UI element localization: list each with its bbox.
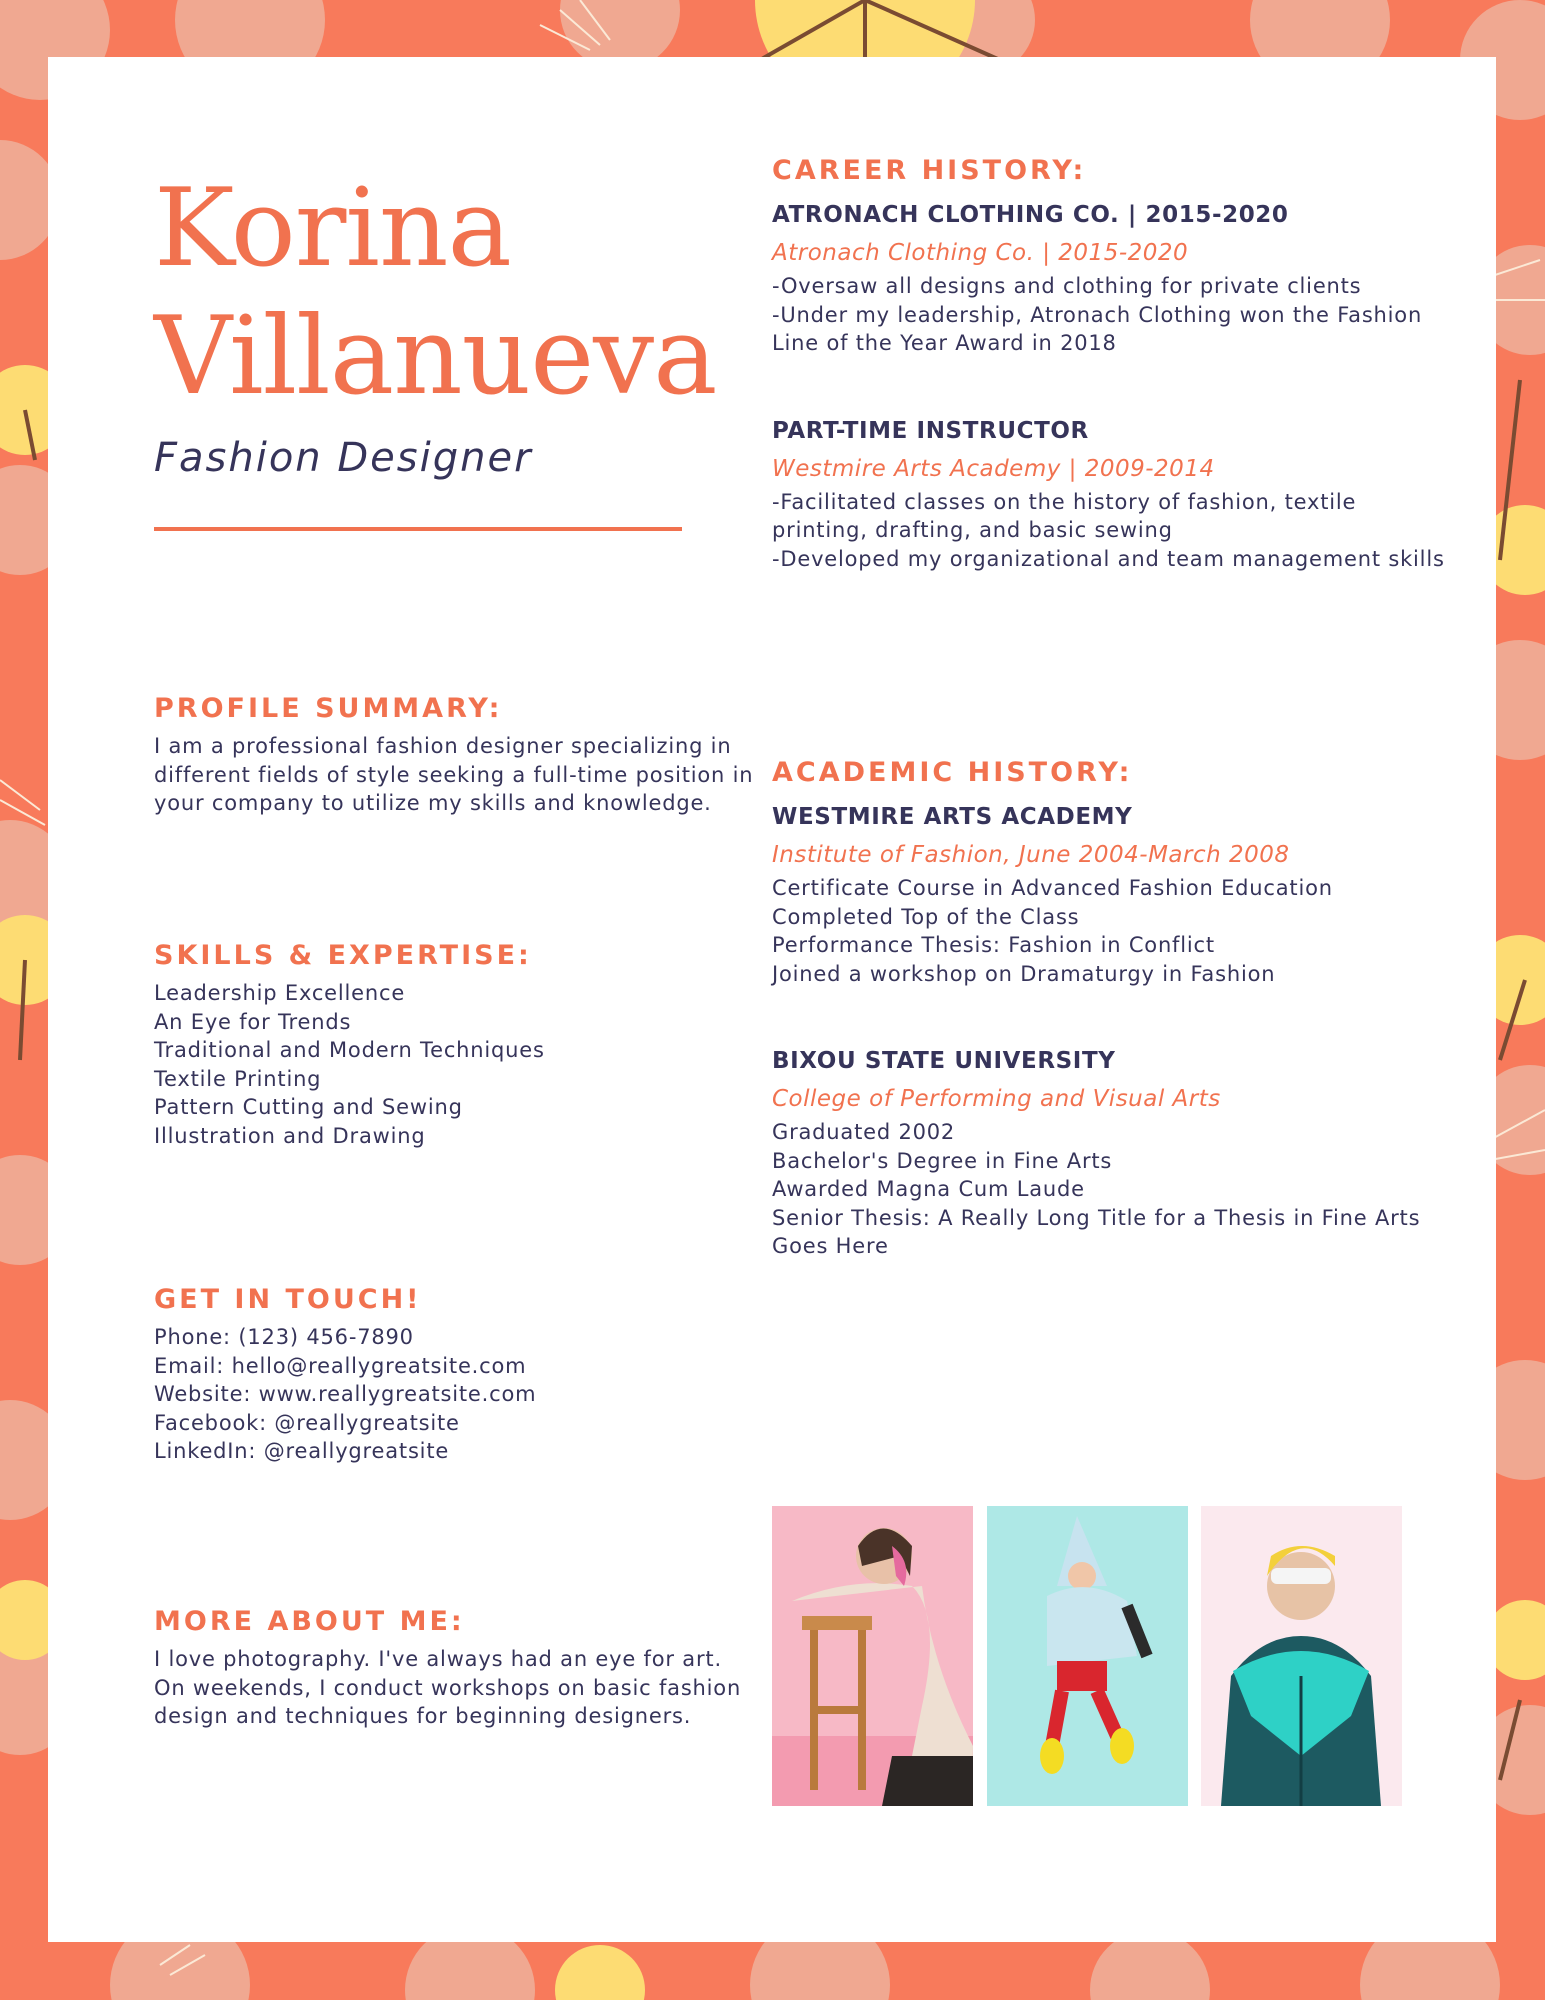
school-detail-line: Bachelor's Degree in Fine Arts	[772, 1148, 1113, 1173]
school-name: WESTMIRE ARTS ACADEMY	[772, 804, 1133, 830]
about-section	[154, 1606, 741, 1731]
profile-heading: PROFILE SUMMARY:	[154, 693, 503, 724]
skill-item: Textile Printing	[154, 1066, 322, 1091]
academic-heading: ACADEMIC HISTORY:	[772, 757, 1133, 788]
job-detail-line: -Developed my organizational and team management skills	[772, 546, 1445, 571]
profile-section	[154, 693, 753, 818]
school-detail-line: Joined a workshop on Dramaturgy in Fashion	[772, 961, 1276, 986]
profile-line: different fields of style seeking a full-time position in	[154, 762, 754, 787]
skill-item: Pattern Cutting and Sewing	[154, 1095, 463, 1119]
first-name: Korina	[154, 166, 511, 291]
school-detail-line: Awarded Magna Cum Laude	[772, 1177, 1085, 1201]
job-detail-line: Line of the Year Award in 2018	[772, 331, 1117, 355]
skills-heading: SKILLS & EXPERTISE:	[154, 940, 532, 971]
school-detail-line: Goes Here	[772, 1234, 889, 1258]
job-title-heading: ATRONACH CLOTHING CO. | 2015-2020	[772, 202, 1289, 228]
photo-child-jumping	[987, 1506, 1188, 1806]
profile-line: your company to utilize my skills and knowledge.	[154, 791, 712, 815]
skill-item: Leadership Excellence	[154, 981, 406, 1005]
contact-section	[154, 1284, 536, 1466]
school-detail-line: Completed Top of the Class	[772, 904, 1080, 929]
job-detail-line: -Facilitated classes on the history of fashion, textile	[772, 489, 1357, 514]
skill-item: An Eye for Trends	[154, 1009, 352, 1034]
career-section	[772, 155, 1445, 573]
school-detail-line: Graduated 2002	[772, 1120, 956, 1144]
career-heading: CAREER HISTORY:	[772, 155, 1087, 186]
skill-item: Traditional and Modern Techniques	[154, 1038, 545, 1062]
school-subtitle: College of Performing and Visual Arts	[772, 1086, 1221, 1112]
job-title-heading: PART-TIME INSTRUCTOR	[772, 417, 1089, 444]
contact-linkedin: LinkedIn: @reallygreatsite	[154, 1439, 450, 1463]
about-line: On weekends, I conduct workshops on basic fashion	[154, 1675, 742, 1700]
school-name: BIXOU STATE UNIVERSITY	[772, 1048, 1116, 1074]
skills-section	[154, 940, 545, 1150]
school-subtitle: Institute of Fashion, June 2004-March 2008	[772, 842, 1290, 868]
photo-woman-stool	[772, 1506, 973, 1806]
job-subtitle: Atronach Clothing Co. | 2015-2020	[772, 240, 1189, 266]
contact-heading: GET IN TOUCH!	[154, 1284, 422, 1315]
job-detail-line: printing, drafting, and basic sewing	[772, 518, 1173, 542]
job-title: Fashion Designer	[154, 435, 533, 481]
about-heading: MORE ABOUT ME:	[154, 1606, 465, 1637]
title-divider	[154, 527, 682, 531]
contact-website: Website: www.reallygreatsite.com	[154, 1382, 537, 1406]
school-detail-line: Performance Thesis: Fashion in Conflict	[772, 933, 1215, 957]
job-subtitle: Westmire Arts Academy | 2009-2014	[772, 455, 1215, 482]
job-detail-line: -Oversaw all designs and clothing for private clients	[772, 274, 1362, 298]
photo-man-jacket	[1201, 1506, 1402, 1806]
name-block	[154, 165, 717, 421]
profile-line: I am a professional fashion designer specializing in	[154, 734, 732, 758]
school-detail-line: Certificate Course in Advanced Fashion Education	[772, 876, 1333, 900]
about-line: I love photography. I've always had an eye for art.	[154, 1647, 722, 1671]
last-name: Villanueva	[154, 294, 717, 419]
about-line: design and techniques for beginning designers.	[154, 1704, 692, 1728]
contact-facebook: Facebook: @reallygreatsite	[154, 1410, 460, 1435]
contact-phone: Phone: (123) 456-7890	[154, 1325, 414, 1349]
skill-item: Illustration and Drawing	[154, 1123, 426, 1148]
academic-section	[772, 757, 1421, 1261]
contact-email: Email: hello@reallygreatsite.com	[154, 1353, 527, 1378]
job-detail-line: -Under my leadership, Atronach Clothing won the Fashion	[772, 302, 1423, 327]
school-detail-line: Senior Thesis: A Really Long Title for a Thesis in Fine Arts	[772, 1205, 1421, 1230]
